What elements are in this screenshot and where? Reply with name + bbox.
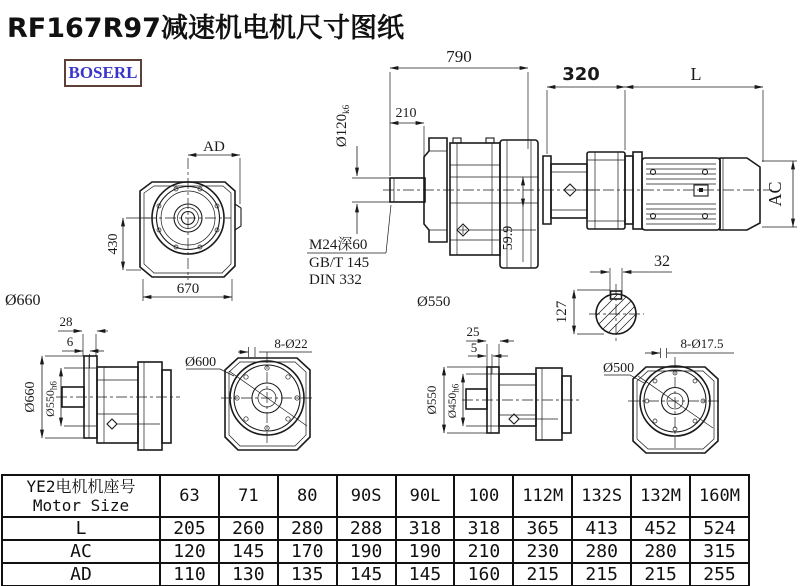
table-header-row [2, 475, 749, 517]
cell: 145 [396, 563, 455, 586]
flange-view-600 [185, 336, 313, 450]
cell: 145 [337, 563, 396, 586]
dim-b3-spigot-label: $Ø450_{h6}$ [447, 383, 461, 419]
cell: 288 [337, 517, 396, 540]
flange-view-500 [603, 336, 734, 453]
cell: 190 [396, 540, 455, 563]
size-col-header: 80 [278, 475, 337, 517]
dim-32-label: 32 [654, 253, 670, 270]
dim-8d175-label: 8-Ø17.5 [680, 336, 724, 351]
dim-shaft-dia-label: $Ø120_{k6}$ [334, 104, 351, 148]
row-label: AC [2, 540, 160, 563]
cell: 365 [513, 517, 572, 540]
table-header-en: Motor Size [32, 496, 130, 515]
cell: 190 [337, 540, 396, 563]
dim-6-label: 6 [66, 334, 74, 349]
cell: 120 [160, 540, 219, 563]
dim-b3-outer-label: Ø550 [424, 385, 439, 415]
size-col-header: 132S [572, 475, 631, 517]
cell: 413 [572, 517, 631, 540]
cell: 215 [631, 563, 690, 586]
motor-fins [646, 164, 716, 224]
size-col-header: 90S [337, 475, 396, 517]
label-d550: Ø550 [417, 294, 451, 310]
dim-127-label: 127 [554, 300, 570, 324]
size-col-header: 112M [513, 475, 572, 517]
cell: 135 [278, 563, 337, 586]
size-col-header: 132M [631, 475, 690, 517]
table-row-AD [2, 563, 749, 586]
cell: 318 [454, 517, 513, 540]
cell: 110 [160, 563, 219, 586]
label-d500: Ø500 [603, 361, 635, 376]
dim-790-label: 790 [446, 47, 472, 66]
cell: 170 [278, 540, 337, 563]
cell: 452 [631, 517, 690, 540]
size-col-header: 63 [160, 475, 219, 517]
cell: 160 [454, 563, 513, 586]
size-col-header: 100 [454, 475, 513, 517]
dim-ad-label: AD [203, 139, 225, 155]
cell: 260 [219, 517, 278, 540]
cell: 280 [278, 517, 337, 540]
label-d600: Ø600 [185, 355, 217, 370]
dim-210-label: 210 [395, 106, 417, 121]
row-label: L [2, 517, 160, 540]
dim-b1-outer-label: Ø660 [23, 381, 38, 413]
dim-5-label: 5 [470, 340, 478, 355]
cell: 255 [690, 563, 749, 586]
table-row-AC [2, 540, 749, 563]
cell: 524 [690, 517, 749, 540]
page-title: RF167R97减速机电机尺寸图纸 [7, 13, 404, 44]
cell: 215 [513, 563, 572, 586]
dim-599-label: 59.9 [501, 225, 516, 251]
size-col-header: 90L [396, 475, 455, 517]
cell: 318 [396, 517, 455, 540]
table-header-title [2, 475, 160, 517]
dim-AC-label: AC [765, 181, 785, 207]
table-header-cn: YE2电机机座号 [26, 477, 136, 496]
cell: 280 [572, 540, 631, 563]
dim-8d22-label: 8-Ø22 [274, 336, 308, 351]
dim-430-label: 430 [106, 233, 121, 255]
size-col-header: 71 [219, 475, 278, 517]
motor-size-table [1, 474, 750, 586]
front-view [5, 139, 241, 309]
dim-670-label: 670 [176, 281, 200, 297]
bottom-side-view-660 [23, 314, 180, 450]
shaft-section-view [554, 253, 678, 360]
dim-L-label: L [690, 64, 702, 84]
cell: 205 [160, 517, 219, 540]
brand-logo-text: BOSERL [68, 63, 138, 82]
cell: 215 [572, 563, 631, 586]
cell: 280 [631, 540, 690, 563]
size-col-header: 160M [690, 475, 749, 517]
cell: 145 [219, 540, 278, 563]
row-label: AD [2, 563, 160, 586]
cell: 210 [454, 540, 513, 563]
dim-28-label: 28 [59, 314, 73, 329]
note-std2: DIN 332 [309, 272, 362, 288]
cell: 130 [219, 563, 278, 586]
main-side-view [307, 47, 797, 310]
dim-b1-spigot-label: $Ø550_{h6}$ [43, 381, 59, 417]
cell: 315 [690, 540, 749, 563]
label-d660: Ø660 [5, 292, 41, 309]
table-row-L [2, 517, 749, 540]
dim-320-label: 320 [562, 64, 600, 85]
bottom-side-view-450 [424, 324, 580, 440]
note-std1: GB/T 145 [309, 255, 370, 271]
cell: 230 [513, 540, 572, 563]
dim-25-label: 25 [466, 324, 480, 339]
note-thread: M24深60 [309, 237, 368, 253]
